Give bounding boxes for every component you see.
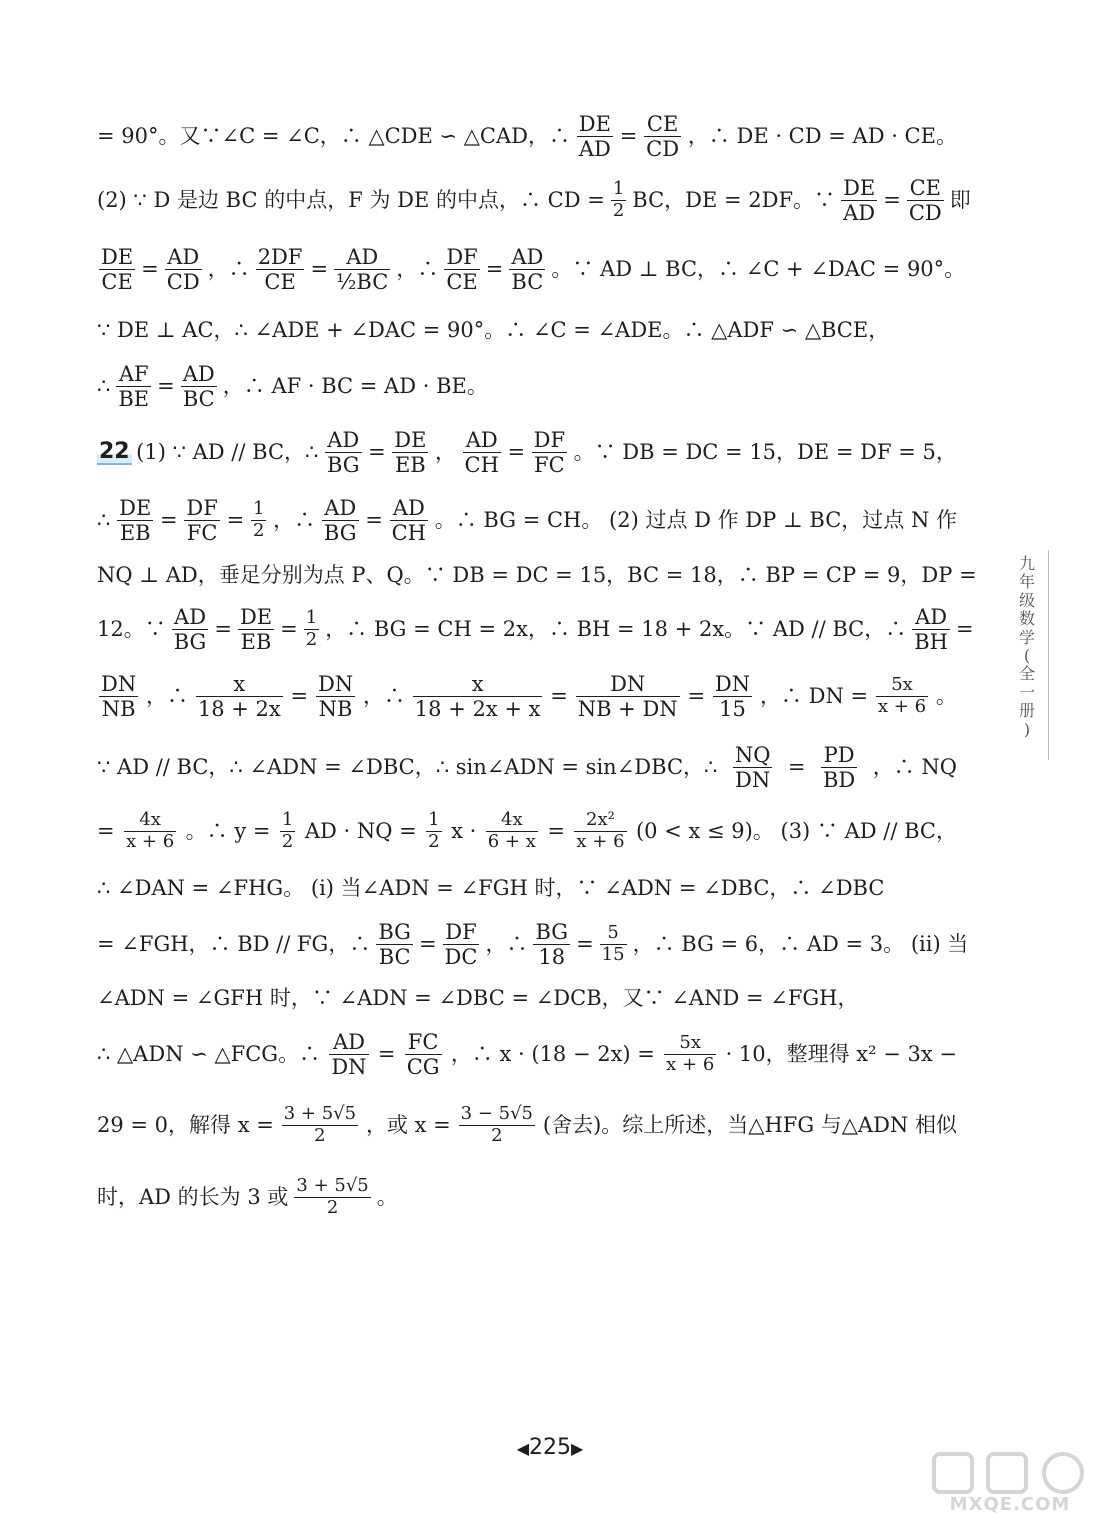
text-line [97,988,957,1009]
fraction-denominator: FC [186,521,218,546]
fraction-denominator: 2 [305,629,318,651]
fraction-numerator: AD [167,245,200,269]
fraction-numerator: 4x [139,809,161,830]
text-fragment: = [226,508,245,533]
text-fragment: (1) ∵ AD // BC，∴ [136,440,319,465]
fraction [463,428,501,477]
fraction [184,496,219,545]
sidebar-char: ( [1023,645,1031,665]
fraction [392,428,428,477]
fraction-numerator: AD [465,428,498,452]
fraction-denominator: CD [166,270,200,295]
text-line [97,672,957,721]
fraction [334,245,390,294]
fraction-denominator: CH [391,521,426,546]
text-fragment: = [883,188,901,213]
fraction-numerator: 1 [281,809,294,830]
fraction-denominator: BH [914,630,948,655]
text-line [97,245,966,295]
fraction-denominator: 15 [719,697,746,722]
fraction [533,920,570,969]
text-fragment: ∴ ∠DAN = ∠FHG。 (i) 当∠ADN = ∠FGH 时，∵ ∠ADN = ∠DBC，∴ ∠DBC [97,876,885,900]
text-fragment: = [290,684,309,709]
text-fragment: NQ ⊥ AD，垂足分别为点 P、Q。∵ DB = DC = 15，BC = 18，∴ BP = CP = 9，DP = [97,563,977,587]
fraction-denominator: 15 [601,944,625,966]
fraction-denominator: CE [101,270,133,295]
fraction-denominator: 2 [491,1124,503,1146]
watermark-glyph-icon [930,1450,1090,1496]
fraction-numerator: BG [535,920,569,944]
fraction-denominator: BE [118,387,150,412]
fraction-numerator: x [233,672,246,696]
fraction-numerator: 3 + 5√5 [296,1175,369,1196]
fraction [600,923,627,965]
fraction-numerator: 1 [428,809,440,830]
fraction-numerator: NQ [734,743,771,767]
text-fragment: = 90°。又∵∠C = ∠C，∴ △CDE ∽ △CAD，∴ [97,124,570,149]
text-fragment: 。∵ DB = DC = 15，DE = DF = 5， [573,440,957,465]
fraction-denominator: x + 6 [576,830,625,852]
text-fragment: ，∴ [146,684,189,709]
text-fragment: · 10，整理得 x² − 3x − [725,1042,957,1067]
fraction-numerator: AD [327,428,360,452]
fraction-numerator: 2x² [586,809,615,830]
text-fragment: 12。∵ [97,617,166,642]
page-number-value: 225 [529,1435,571,1460]
sidebar-char: 学 [1018,627,1035,647]
text-fragment: = [507,440,526,465]
text-fragment: 。∵ AD ⊥ BC，∴ ∠C + ∠DAC = 90°。 [551,257,966,282]
text-fragment: ，∴ [485,932,528,957]
fraction [165,245,202,294]
text-fragment: ，∴ x · (18 − 2x) = [450,1042,655,1067]
text-fragment: ，∴ DN = [759,684,869,709]
fraction-numerator: DF [533,428,566,452]
fraction-denominator: NB [318,697,353,722]
fraction [413,672,543,721]
text-line [97,743,957,792]
fraction-denominator: 2 [281,830,294,852]
fraction [443,920,480,969]
text-fragment: ∵ AD // BC，∴ ∠ADN = ∠DBC，∴ sin∠ADN = sin∠DBC，∴ [97,755,718,780]
fraction [733,743,773,792]
fraction [912,605,950,654]
fraction-numerator: CE [909,176,941,200]
text-fragment: AD · NQ = [304,818,417,843]
fraction-denominator: 18 + 2x [197,697,281,722]
fraction-denominator: DN [735,768,771,793]
fraction [99,245,135,294]
text-fragment: = [160,508,178,533]
text-fragment: ，∴ [273,508,316,533]
fraction-denominator: BC [511,270,544,295]
sidebar-char: 年 [1018,572,1035,592]
fraction-numerator: AF [118,362,149,386]
text-fragment: 29 = 0，解得 x = [97,1112,274,1137]
text-fragment: = [310,257,329,282]
fraction [426,810,441,852]
fraction-denominator: 2 [326,1196,339,1218]
fraction [304,608,319,650]
text-fragment: = [550,684,568,709]
fraction-denominator: NB + DN [577,697,678,722]
fraction-numerator: DE [101,245,134,269]
fraction-denominator: BD [822,768,856,793]
fraction [459,1104,535,1146]
text-line [97,362,957,411]
text-fragment: 。∴ y = [185,818,271,843]
fraction-numerator: DE [578,112,611,136]
fraction-denominator: x + 6 [877,696,927,718]
page-number [480,1435,620,1460]
text-line [97,878,957,899]
fraction [124,810,176,852]
fraction [329,1030,368,1079]
text-line [97,112,957,161]
fraction-denominator: 6 + x [487,830,536,852]
fraction-denominator: AD [578,137,611,162]
sidebar-char: ) [1023,719,1031,739]
fraction-denominator: BC [378,945,411,970]
fraction-numerator: BG [378,920,411,944]
fraction-denominator: ½BC [336,270,389,295]
fraction-denominator: CE [446,270,478,295]
fraction-numerator: DN [317,672,354,696]
text-fragment: (2) ∵ D 是边 BC 的中点，F 为 DE 的中点，∴ CD = [97,188,605,213]
fraction-numerator: DN [714,672,751,696]
fraction-denominator: EB [119,521,151,546]
question-number: 22 [99,438,130,464]
fraction [405,1030,442,1079]
fraction [907,176,944,225]
text-line [97,605,974,655]
fraction-numerator: AD [174,605,207,629]
fraction-numerator: DE [239,605,273,629]
text-line [97,428,957,477]
fraction [390,496,428,545]
fraction-denominator: 2 [252,520,265,542]
fraction-denominator: DC [444,945,478,970]
fraction [325,428,362,477]
text-fragment: = [418,932,437,957]
fraction-denominator: 2 [428,830,440,852]
text-fragment: = [485,257,504,282]
text-fragment: = [214,617,232,642]
fraction-numerator: DF [186,496,218,520]
text-fragment: = [547,818,565,843]
text-fragment: = [377,1042,396,1067]
fraction-numerator: 5x [891,674,913,696]
fraction-denominator: BC [182,387,215,412]
text-fragment: = [97,818,115,843]
text-line [97,1176,957,1218]
text-fragment: ∴ [97,508,111,533]
fraction-denominator: DN [331,1055,367,1080]
fraction-numerator: FC [407,1030,439,1054]
fraction [251,499,266,541]
fraction-denominator: 18 + 2x + x [414,697,541,722]
fraction-numerator: DN [101,672,137,696]
fraction-numerator: DE [843,176,876,200]
fraction [876,675,928,717]
fraction-denominator: CH [464,453,499,478]
fraction [444,245,479,294]
fraction [713,672,752,721]
fraction-numerator: AD [915,605,948,629]
text-line [97,496,957,545]
fraction [322,496,359,545]
text-fragment: ，∴ BG = 6，∴ AD = 3。 (ii) 当 [632,932,969,957]
fraction-denominator: EB [240,630,272,655]
fraction [841,176,877,225]
text-fragment: = ∠FGH，∴ BD // FG，∴ [97,932,371,957]
text-fragment: ∴ △ADN ∽ △FCG。∴ [97,1042,321,1067]
text-fragment: 。 [376,1184,398,1209]
fraction-numerator: DE [394,428,427,452]
text-line [97,810,957,852]
fraction-denominator: NB [101,697,136,722]
fraction [99,672,138,721]
fraction-numerator: AD [332,1030,365,1054]
text-fragment: 。∴ BG = CH。 (2) 过点 D 作 DP ⊥ BC，过点 N 作 [434,508,957,533]
text-fragment: = [787,755,806,780]
fraction [644,112,681,161]
fraction-numerator: 1 [305,607,318,629]
fraction-numerator: 3 − 5√5 [460,1103,534,1124]
fraction-denominator: BG [326,453,360,478]
fraction-denominator: CD [646,137,680,162]
fraction-denominator: x + 6 [666,1054,715,1076]
fraction-denominator: CE [264,270,296,295]
sidebar-char: 数 [1018,609,1035,629]
margin-rule [1048,550,1049,760]
fraction [821,743,857,792]
fraction [316,672,355,721]
text-line [97,1104,957,1146]
fraction-numerator: 5x [679,1032,702,1054]
text-fragment: = [157,374,175,399]
text-fragment: ， [434,440,456,465]
sidebar-char: 级 [1018,590,1035,610]
text-fragment: = [956,617,974,642]
text-fragment: (0 < x ≤ 9)。 (3) ∵ AD // BC， [635,818,957,843]
fraction-numerator: DE [119,496,152,520]
text-fragment: = [368,440,386,465]
fraction [196,672,283,721]
text-fragment: ，∴ NQ [872,755,957,780]
fraction-denominator: 18 [538,945,566,970]
fraction-numerator: DF [445,920,477,944]
text-fragment: BC，DE = 2DF。∵ [632,188,836,213]
fraction [376,920,413,969]
fraction-numerator: 4x [501,809,523,830]
text-fragment: 时，AD 的长为 3 或 [97,1184,289,1209]
text-fragment: 。 [935,684,957,709]
text-fragment: ，∴ AF · BC = AD · BE。 [222,374,488,399]
fraction-denominator: 2 [314,1124,326,1146]
text-fragment: = [280,617,298,642]
fraction [117,496,153,545]
fraction [238,605,274,654]
sidebar-char: 全 [1018,664,1035,684]
fraction-numerator: 1 [612,178,625,200]
text-fragment: ，∴ [396,257,439,282]
fraction [486,810,538,852]
fraction [256,245,305,294]
fraction-denominator: BG [323,521,357,546]
text-fragment: ∴ [97,374,111,399]
fraction-numerator: DF [446,245,478,269]
fraction-denominator: EB [394,453,426,478]
fraction [282,1104,358,1146]
text-fragment: ，或 x = [365,1112,451,1137]
text-line [97,176,971,226]
fraction [509,245,545,294]
text-fragment: = [576,932,594,957]
fraction [172,605,209,654]
text-fragment: x · [451,818,477,843]
text-fragment: 即 [949,188,971,213]
text-fragment: = [619,124,638,149]
fraction [532,428,567,477]
text-fragment: ，∴ DE · CD = AD · CE。 [687,124,957,149]
right-triangle-icon: ▶ [571,1439,584,1458]
sidebar-char: 一 [1018,682,1035,702]
text-line [97,563,977,587]
sidebar-char: 九 [1018,554,1035,573]
fraction [280,810,295,852]
text-fragment: ，∴ [207,257,250,282]
text-fragment: ，∴ [362,684,405,709]
fraction-numerator: 2DF [257,245,303,269]
text-fragment: ∵ DE ⊥ AC，∴ ∠ADE + ∠DAC = 90°。∴ ∠C = ∠ADE。∴ △ADF ∽ △BCE， [97,318,890,342]
fraction [577,112,613,161]
fraction-denominator: FC [534,453,565,478]
fraction [294,1176,370,1218]
fraction-denominator: 2 [612,200,625,222]
fraction [664,1033,716,1075]
fraction-numerator: 3 + 5√5 [283,1103,357,1124]
text-line [97,1030,957,1079]
fraction-numerator: 1 [252,498,265,520]
fraction-numerator: PD [823,743,855,767]
fraction-numerator: AD [511,245,544,269]
watermark-logo [930,1450,1090,1530]
book-title-vertical [1010,555,1044,755]
text-fragment: ，∴ BG = CH = 2x，∴ BH = 18 + 2x。∵ AD // BC，∴ [325,617,907,642]
text-fragment: = [365,508,383,533]
fraction-numerator: AD [392,496,425,520]
text-fragment: (舍去)。综上所述，当△HFG 与△ADN 相似 [542,1112,957,1137]
text-line [97,320,957,341]
fraction-numerator: CE [646,112,679,136]
fraction-denominator: CG [406,1055,440,1080]
fraction-numerator: x [471,672,484,696]
fraction-numerator: AD [324,496,357,520]
fraction-numerator: DN [610,672,646,696]
sidebar-char: 册 [1018,701,1035,721]
fraction [116,362,151,411]
watermark-text: MXQE.COM [949,1494,1071,1515]
fraction [574,810,626,852]
fraction-numerator: AD [182,362,215,386]
fraction [576,672,680,721]
text-line [97,920,969,970]
text-fragment: ∠ADN = ∠GFH 时，∵ ∠ADN = ∠DBC = ∠DCB，又∵ ∠AND = ∠FGH， [97,986,859,1010]
fraction [181,362,217,411]
fraction-denominator: AD [843,201,876,226]
fraction [611,179,626,221]
fraction-denominator: CD [908,201,942,226]
fraction-denominator: x + 6 [126,830,175,852]
fraction-numerator: 5 [607,922,619,944]
text-fragment: = [141,257,159,282]
fraction-denominator: BG [173,630,207,655]
fraction-numerator: AD [346,245,379,269]
text-fragment: = [687,684,706,709]
left-triangle-icon: ◀ [516,1439,529,1458]
